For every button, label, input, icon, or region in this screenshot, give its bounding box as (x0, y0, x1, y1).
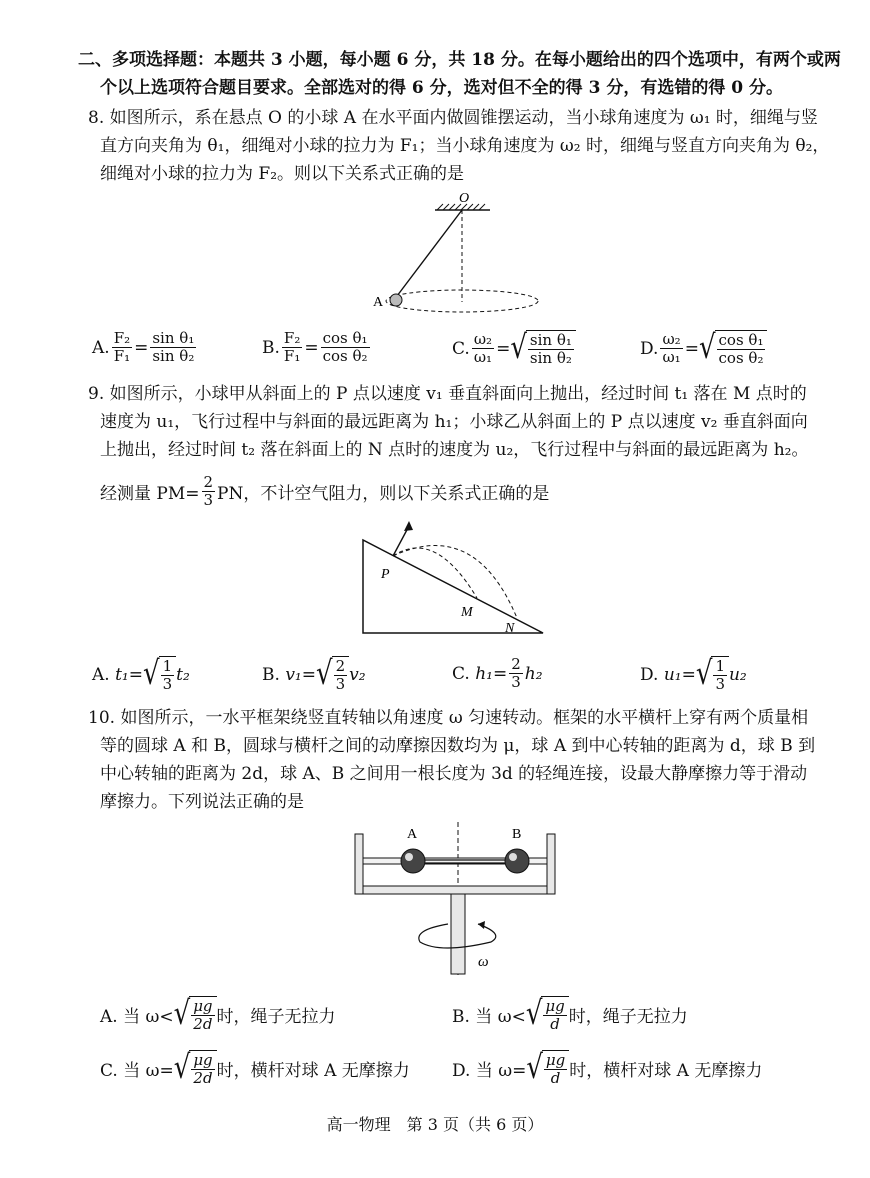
q9-stem-line1: 9. 如图所示，小球甲从斜面上的 P 点以速度 v₁ 垂直斜面向上抛出，经过时间 t₁ 落在 M 点时的 (88, 384, 807, 404)
q8-option-d[interactable]: D. $\frac{\text{ω₂}}{\text{ω₁}}$ = √ $\frac{\text{cos θ₁}}{\text{cos θ₂}}$ (640, 330, 767, 367)
page-footer: 高一物理 第 3 页（共 6 页） (326, 1115, 544, 1134)
sqrt: √ $\frac{2}{3}$ (316, 656, 349, 693)
section-header-line2: 个以上选项符合题目要求。全部选对的得 6 分，选对但不全的得 3 分，有选错的得 0 分。 (100, 78, 783, 98)
option-label: B. (262, 337, 280, 358)
q8-conical-pendulum-figure (365, 190, 555, 320)
q10-stem-line4: 摩擦力。下列说法正确的是 (100, 792, 304, 812)
q8-stem-line2: 直方向夹角为 θ₁，细绳对小球的拉力为 F₁；当小球角速度为 ω₂ 时，细绳与竖直方向夹角为 θ₂， (100, 136, 830, 156)
fraction: $\frac{2}{3}$ (511, 655, 521, 691)
sqrt: √ $\frac{1}{3}$ (696, 656, 729, 693)
q10-option-a[interactable]: A. 当 ω< √ $\frac{\mu g}{2d}$ 时，绳子无拉力 (100, 995, 336, 1033)
fraction: $\frac{\text{F₂}}{\text{F₁}}$ (283, 329, 301, 365)
option-label: C. 当 ω= (100, 1061, 174, 1081)
sqrt: √ $\frac{\text{cos θ₁}}{\text{cos θ₂}}$ (699, 330, 768, 367)
q9-fig-label-p: P (381, 567, 390, 582)
option-label: A. 当 ω< (100, 1007, 174, 1027)
option-label: B. (262, 664, 280, 685)
option-label: A. (92, 337, 110, 358)
q9-stem-line3: 上抛出，经过时间 t₂ 落在斜面上的 N 点时的速度为 u₂，飞行过程中与斜面的最远距离为 h₂。 (100, 440, 809, 460)
sqrt: √ $\frac{\mu g}{2d}$ (174, 1050, 217, 1087)
q8-fig-label-o: O (459, 191, 470, 206)
q8-option-c[interactable]: C. $\frac{\text{ω₂}}{\text{ω₁}}$ = √ $\frac{\text{sin θ₁}}{\text{sin θ₂}}$ (452, 330, 576, 367)
q10-option-b[interactable]: B. 当 ω< √ $\frac{\mu g}{d}$ 时，绳子无拉力 (452, 995, 688, 1033)
q9-fig-label-m: M (461, 605, 473, 620)
option-label: C. (452, 338, 470, 359)
q9-stem-line4: 经测量 PM= $\frac{2}{3}$ PN，不计空气阻力，则以下关系式正确的是 (100, 473, 550, 509)
q9-option-b[interactable]: B. v₁= √ $\frac{2}{3}$ v₂ (262, 655, 366, 693)
q10-stem-line3: 中心转轴的距离为 2d，球 A、B 之间用一根长度为 3d 的轻绳连接，设最大静摩擦力等于滑动 (100, 764, 808, 784)
q9-stem-line2: 速度为 u₁，飞行过程中与斜面的最远距离为 h₁；小球乙从斜面上的 P 点以速度 v₂ 垂直斜面向 (100, 412, 808, 432)
fraction: $\frac{2}{3}$ (203, 473, 214, 509)
q10-option-c[interactable]: C. 当 ω= √ $\frac{\mu g}{2d}$ 时，横杆对球 A 无摩擦力 (100, 1049, 410, 1087)
section-header-line1: 二、多项选择题：本题共 3 小题，每小题 6 分，共 18 分。在每小题给出的四个选项中，有两个或两 (78, 50, 841, 70)
q9-fig-label-n: N (505, 621, 515, 636)
q10-fig-label-a: A (407, 827, 418, 842)
option-label: D. (640, 338, 659, 359)
q9-option-d[interactable]: D. u₁= √ $\frac{1}{3}$ u₂ (640, 655, 747, 693)
fraction: $\frac{\text{ω₂}}{\text{ω₁}}$ (662, 330, 681, 366)
q8-option-a[interactable]: A. $\frac{\text{F₂}}{\text{F₁}}$ = $\frac{\text{sin θ₁}}{\text{sin θ₂}}$ (92, 329, 195, 365)
q9-incline-figure (355, 518, 555, 638)
sqrt: √ $\frac{\mu g}{d}$ (526, 1050, 569, 1087)
fraction: $\frac{\text{ω₂}}{\text{ω₁}}$ (473, 330, 493, 366)
option-label: C. (452, 663, 470, 684)
q10-stem-line1: 10. 如图所示，一水平框架绕竖直转轴以角速度 ω 匀速转动。框架的水平横杆上穿有两个质量相 (88, 708, 809, 728)
option-label: B. 当 ω< (452, 1007, 526, 1027)
q8-fig-label-a: A (373, 295, 384, 310)
sqrt: √ $\frac{\text{sin θ₁}}{\text{sin θ₂}}$ (510, 330, 576, 367)
q10-stem-line2: 等的圆球 A 和 B，圆球与横杆之间的动摩擦因数均为 μ，球 A 到中心转轴的距离为 d，球 B 到 (100, 736, 816, 756)
sqrt: √ $\frac{\mu g}{2d}$ (174, 996, 217, 1033)
fraction: $\frac{\text{F₂}}{\text{F₁}}$ (113, 329, 131, 365)
sqrt: √ $\frac{\mu g}{d}$ (526, 996, 569, 1033)
q8-option-b[interactable]: B. $\frac{\text{F₂}}{\text{F₁}}$ = $\frac{\text{cos θ₁}}{\text{cos θ₂}}$ (262, 329, 368, 365)
q8-stem-line3: 细绳对小球的拉力为 F₂。则以下关系式正确的是 (100, 164, 465, 184)
q9-option-c[interactable]: C. h₁= $\frac{2}{3}$ h₂ (452, 655, 543, 691)
q10-fig-label-omega: ω (478, 954, 489, 970)
option-label: D. (640, 664, 659, 685)
q10-option-d[interactable]: D. 当 ω= √ $\frac{\mu g}{d}$ 时，横杆对球 A 无摩擦力 (452, 1049, 763, 1087)
q10-fig-label-b: B (512, 827, 522, 842)
option-label: A. (92, 664, 110, 685)
fraction: $\frac{\text{sin θ₁}}{\text{sin θ₂}}$ (152, 329, 195, 365)
fraction: $\frac{\text{cos θ₁}}{\text{cos θ₂}}$ (322, 329, 368, 365)
q8-stem-line1: 8. 如图所示，系在悬点 O 的小球 A 在水平面内做圆锥摆运动，当小球角速度为 ω₁ 时，细绳与竖 (88, 108, 818, 128)
option-label: D. 当 ω= (452, 1061, 527, 1081)
sqrt: √ $\frac{1}{3}$ (143, 656, 176, 693)
q9-option-a[interactable]: A. t₁= √ $\frac{1}{3}$ t₂ (92, 655, 190, 693)
q10-rotating-frame-figure (345, 820, 575, 985)
